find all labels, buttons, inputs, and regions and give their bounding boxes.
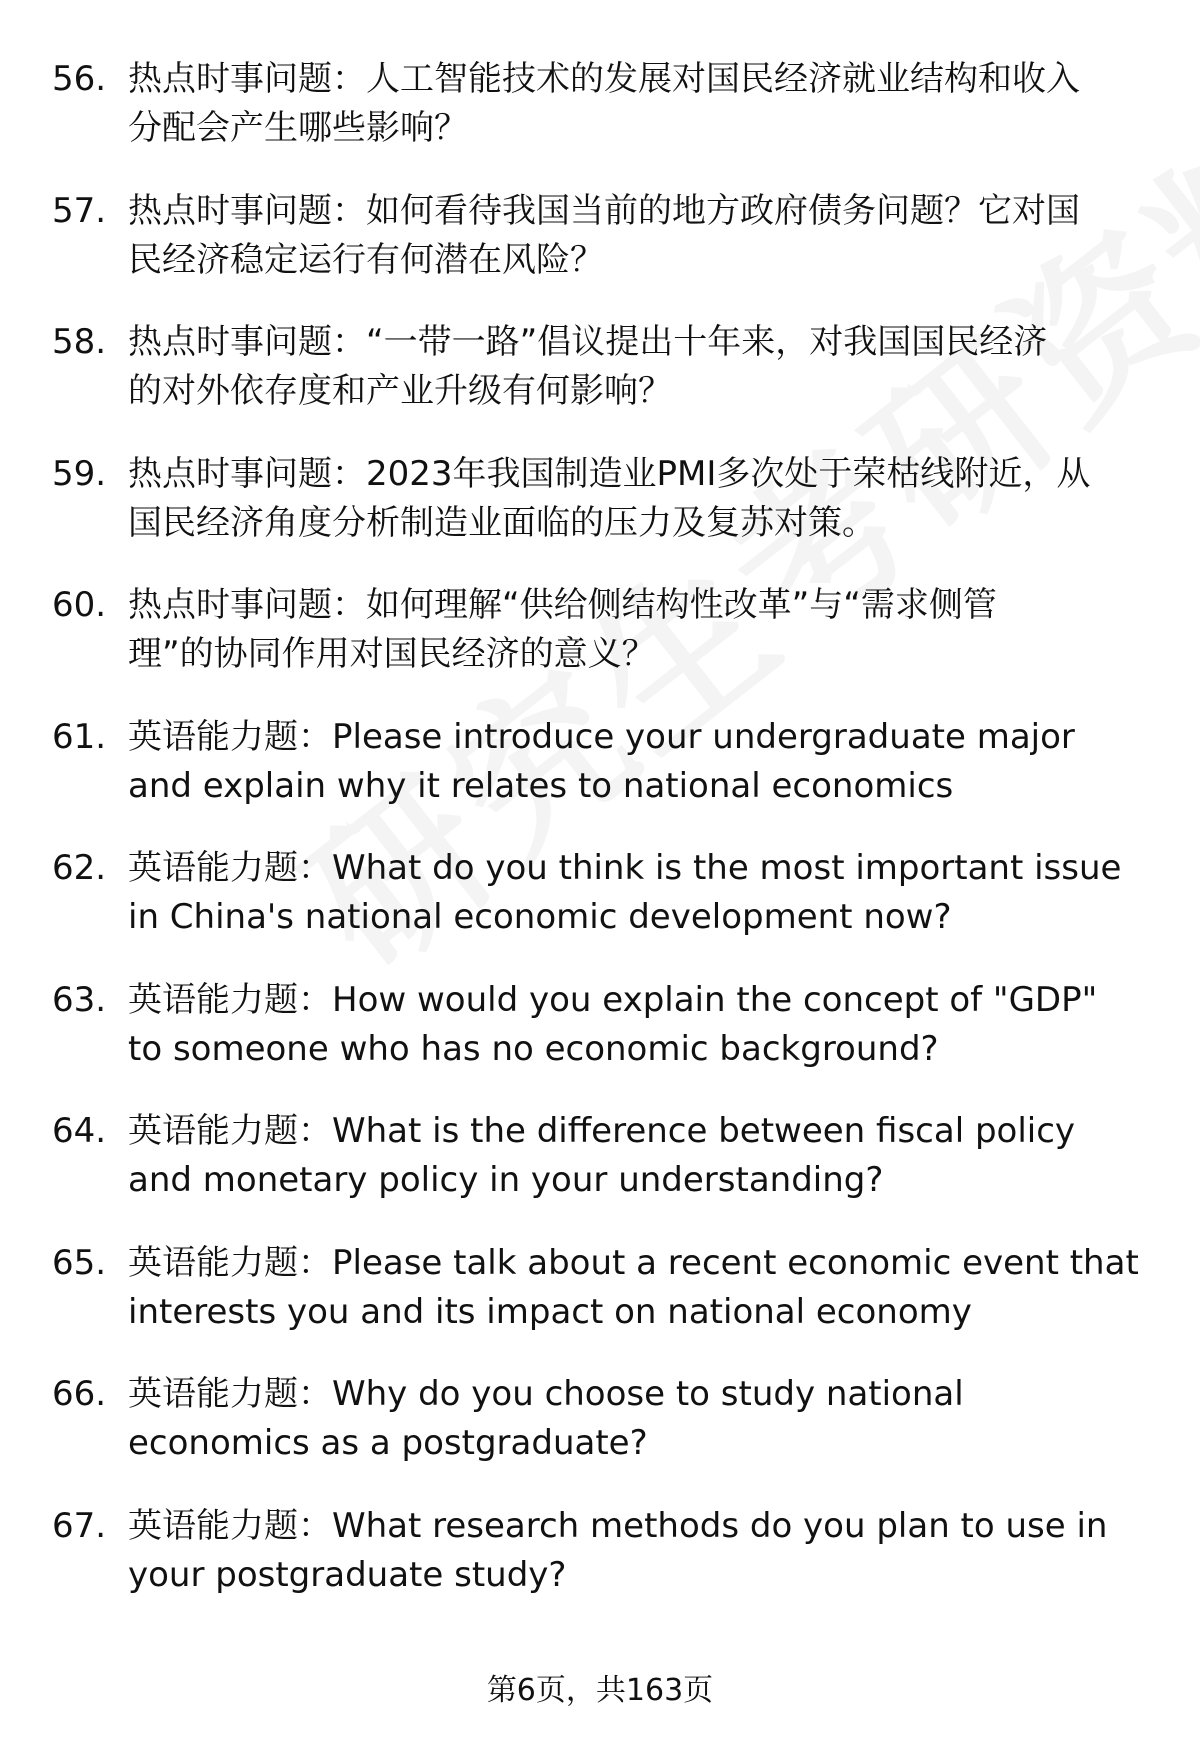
question-number: 65. (52, 1242, 107, 1283)
question-text (128, 187, 1148, 285)
question-line: 热点时事问题：人工智能技术的发展对国民经济就业结构和收入 (128, 59, 1080, 99)
question-line: 热点时事问题：“一带一路”倡议提出十年来，对我国国民经济 (128, 322, 1048, 362)
question-item (0, 844, 1200, 976)
question-item (0, 1239, 1200, 1371)
question-line: 热点时事问题：如何理解“供给侧结构性改革”与“需求侧管 (128, 585, 997, 625)
question-line: economics as a postgraduate? (128, 1423, 648, 1463)
question-line: 英语能力题：Please talk about a recent economic event that (128, 1242, 1139, 1283)
question-line: 英语能力题：What do you think is the most important issue (128, 848, 1122, 888)
question-line: 英语能力题：Please introduce your undergraduate major (128, 716, 1075, 757)
question-item (0, 55, 1200, 187)
question-number: 56. (52, 59, 107, 99)
question-text (128, 1107, 1148, 1205)
question-item (0, 318, 1200, 450)
question-text (128, 713, 1148, 811)
question-number: 64. (52, 1111, 107, 1151)
question-text (128, 1239, 1148, 1337)
question-item (0, 450, 1200, 582)
question-number: 57. (52, 190, 107, 231)
question-item (0, 713, 1200, 845)
question-number: 66. (52, 1374, 107, 1414)
question-line: and explain why it relates to national economics (128, 765, 954, 806)
question-item (0, 1370, 1200, 1502)
question-text (128, 844, 1148, 942)
question-line: 英语能力题：What is the difference between fiscal policy (128, 1111, 1076, 1151)
question-line: and monetary policy in your understanding? (128, 1160, 884, 1200)
question-item (0, 1107, 1200, 1239)
question-line: 热点时事问题：如何看待我国当前的地方政府债务问题？它对国 (128, 190, 1080, 231)
question-item (0, 581, 1200, 713)
question-text (128, 55, 1148, 153)
question-text (128, 1370, 1148, 1468)
question-number: 60. (52, 585, 107, 625)
question-line: 分配会产生哪些影响？ (128, 108, 468, 148)
question-list (0, 55, 1200, 1633)
question-line: 英语能力题：Why do you choose to study national (128, 1374, 964, 1414)
question-item (0, 976, 1200, 1108)
question-number: 62. (52, 848, 107, 888)
question-number: 63. (52, 979, 107, 1020)
question-line: interests you and its impact on national economy (128, 1291, 972, 1332)
question-line: in China's national economic development now? (128, 897, 952, 937)
question-line: 理”的协同作用对国民经济的意义？ (128, 634, 656, 674)
question-number: 67. (52, 1505, 107, 1546)
question-line: 热点时事问题：2023年我国制造业PMI多次处于荣枯线附近，从 (128, 453, 1091, 494)
question-line: 民经济稳定运行有何潜在风险？ (128, 239, 604, 280)
question-number: 61. (52, 716, 107, 757)
question-line: to someone who has no economic background? (128, 1028, 939, 1069)
question-number: 59. (52, 453, 107, 494)
question-text (128, 450, 1148, 548)
question-text (128, 318, 1148, 416)
question-line: 英语能力题：How would you explain the concept of "GDP" (128, 979, 1098, 1020)
question-line: your postgraduate study? (128, 1554, 567, 1595)
question-item (0, 1502, 1200, 1634)
question-line: 英语能力题：What research methods do you plan to use in (128, 1505, 1108, 1546)
question-text (128, 1502, 1148, 1600)
question-line: 国民经济角度分析制造业面临的压力及复苏对策。 (128, 502, 876, 543)
question-item (0, 187, 1200, 319)
question-text (128, 581, 1148, 679)
question-number: 58. (52, 322, 107, 362)
page-footer: 第6页，共163页 (486, 1673, 714, 1708)
question-line: 的对外依存度和产业升级有何影响？ (128, 371, 672, 411)
question-text (128, 976, 1148, 1074)
